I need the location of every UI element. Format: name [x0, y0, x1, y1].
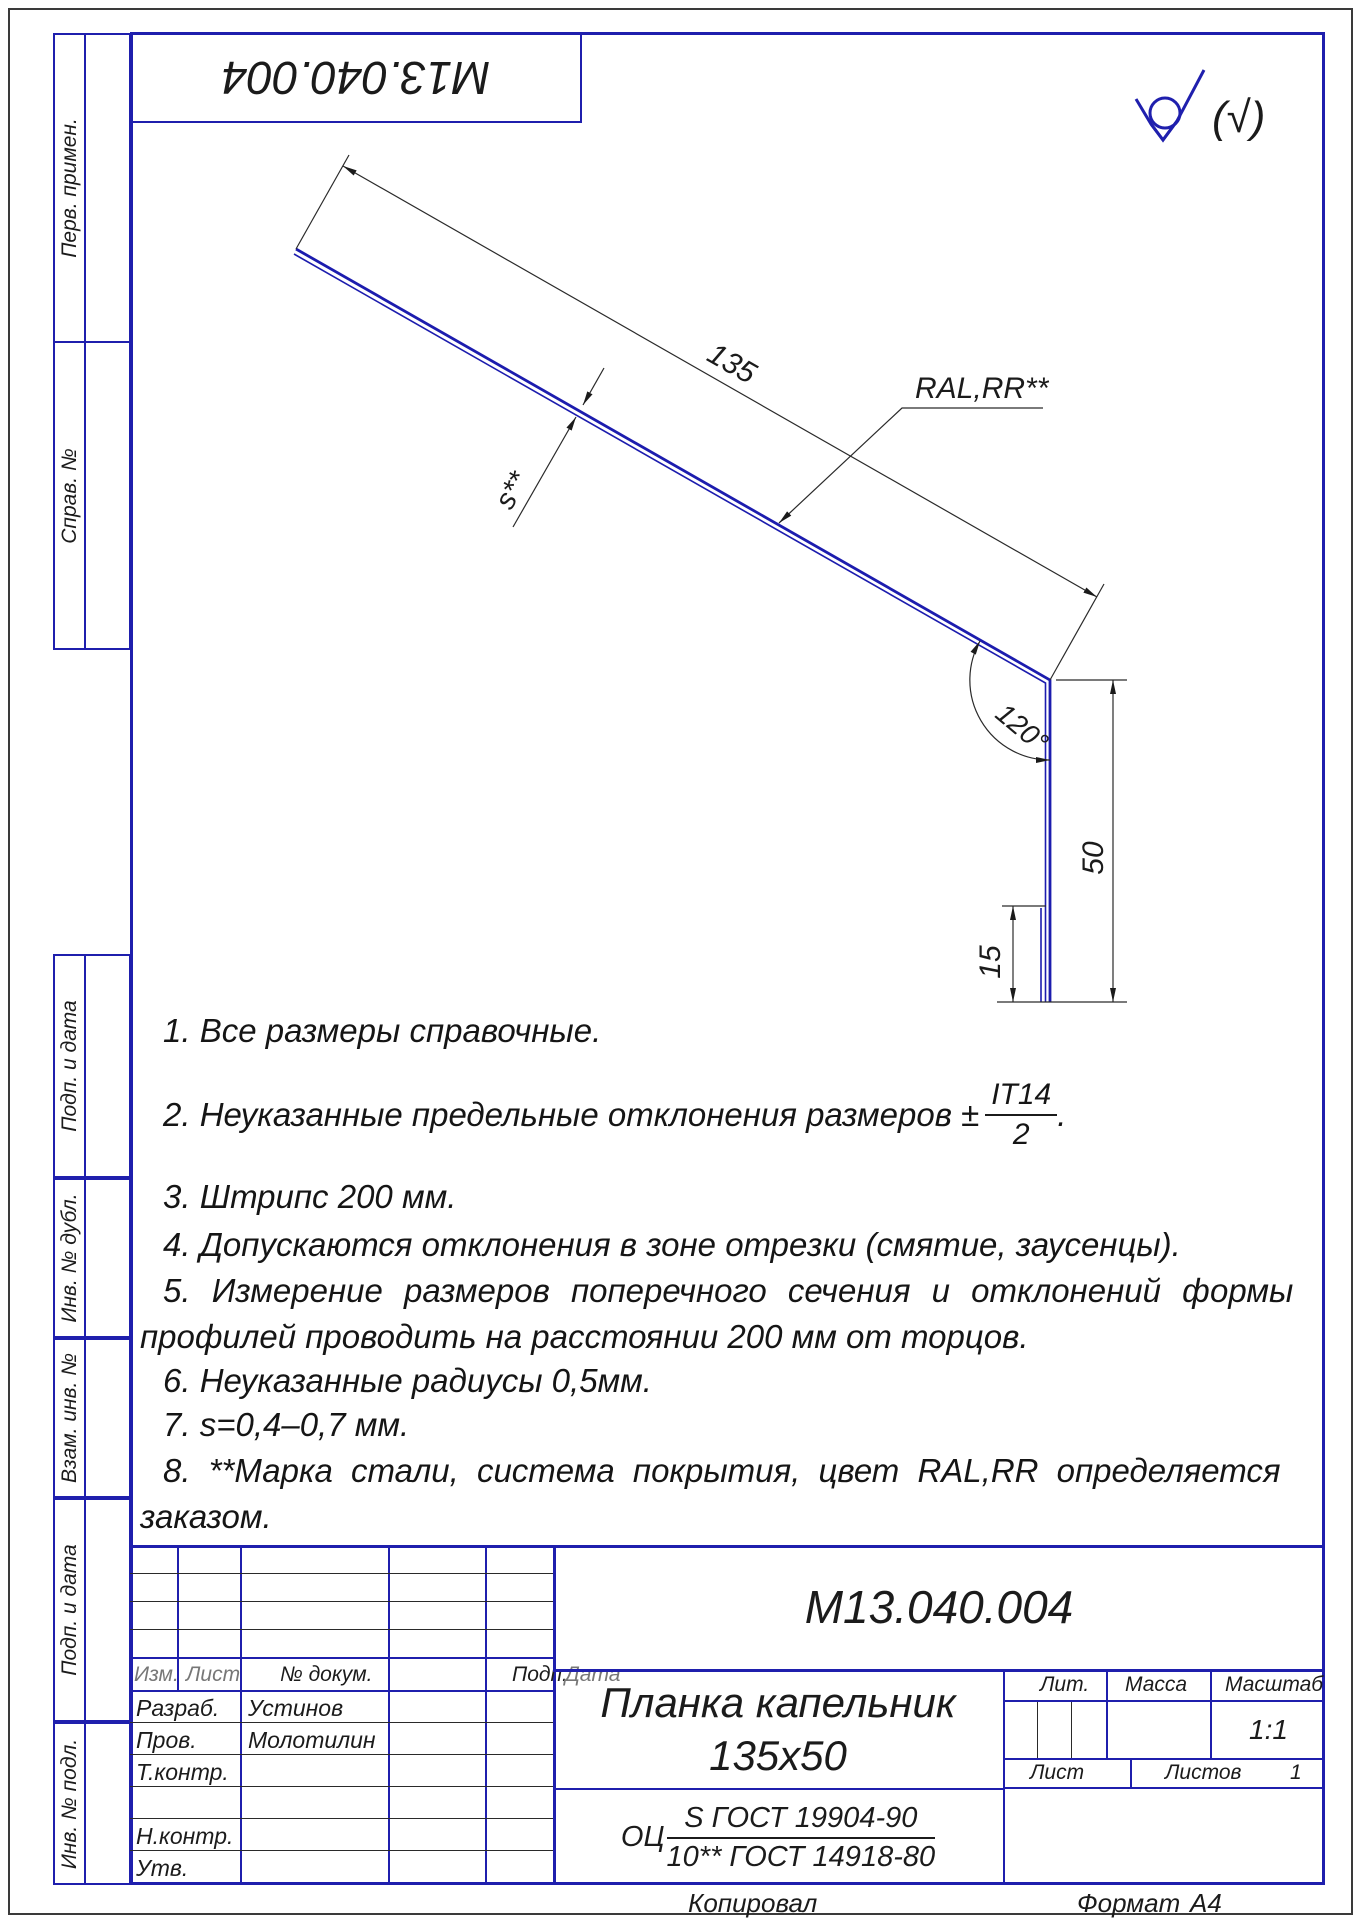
- note-4: 4. Допускаются отклонения в зоне отрезки (смятие, заусенцы).: [163, 1226, 1181, 1263]
- top-designation-text: М13.040.004: [221, 51, 491, 104]
- note-2-fraction: $\frac{IT14}{2}$: [985, 1078, 1057, 1152]
- header-list: Лист: [186, 1663, 241, 1686]
- extension-lines: [296, 155, 1127, 1002]
- sidebar-box-podp-data-2: [53, 1498, 86, 1722]
- note-8: 8. **Марка стали, система покрытия, цвет RAL,RR определяется: [163, 1452, 1281, 1489]
- grid-line: [1003, 1787, 1325, 1789]
- sidebar-box-sprav-no: [53, 341, 86, 650]
- header-izm: Изм.: [134, 1663, 179, 1686]
- grid-line: [130, 1722, 553, 1723]
- sidebar-box-inv-podl: [53, 1722, 86, 1885]
- sidebar-box-blank: [84, 1338, 131, 1498]
- grid-line: [1071, 1702, 1072, 1758]
- sidebar-box-vzam-inv: [53, 1338, 86, 1498]
- dim-value-angle: 120°: [989, 697, 1055, 759]
- material-fraction: [667, 1802, 936, 1874]
- grid-line: [130, 1657, 553, 1659]
- lit-header: Лит.: [1040, 1673, 1090, 1696]
- mass-header: Масса: [1125, 1673, 1188, 1696]
- sidebar-box-sprav-no-blank: [84, 341, 131, 650]
- title-block: [130, 1545, 1325, 1885]
- format-label: Формат: [1077, 1888, 1181, 1918]
- format-value: А4: [1190, 1888, 1222, 1918]
- part-name-cell: [553, 1669, 1003, 1790]
- sidebar-label: Перв. примен.: [57, 118, 81, 258]
- copied-label: Копировал: [688, 1888, 818, 1918]
- grid-line: [240, 1545, 242, 1885]
- note-5-cont: профилей проводить на расстоянии 200 мм от торцов.: [140, 1318, 1029, 1355]
- grid-line: [1037, 1702, 1038, 1758]
- note-2-tail: .: [1057, 1096, 1067, 1133]
- grid-line: [130, 1818, 553, 1819]
- row-name: Устинов: [248, 1695, 344, 1721]
- sidebar-box-blank: [84, 1178, 131, 1338]
- part-name-line2: 135x50: [709, 1731, 847, 1779]
- sidebar-label: Взам. инв. №: [57, 1353, 81, 1483]
- material-prefix: ОЦ: [620, 1821, 665, 1853]
- grid-line: [130, 1629, 553, 1630]
- dim-value-135: 135: [701, 337, 762, 391]
- grid-line: [130, 1754, 553, 1755]
- scale-header: Масштаб: [1225, 1673, 1324, 1696]
- scale-value-cell: 1:1: [1249, 1714, 1288, 1745]
- sheet-label: Лист: [1030, 1761, 1085, 1784]
- grid-line: [130, 1573, 553, 1574]
- sidebar-label: Справ. №: [57, 447, 81, 544]
- grid-line: [130, 1690, 553, 1692]
- sheets-label: Листов: [1165, 1761, 1242, 1784]
- note-2: [163, 1078, 1066, 1152]
- sheets-value: 1: [1290, 1761, 1302, 1784]
- top-designation-stamp: [130, 32, 582, 123]
- drip-strip-profile: [294, 249, 1050, 1002]
- sidebar-label: Подп. и дата: [57, 1000, 81, 1132]
- dim-value-50: 50: [1077, 841, 1110, 875]
- row-role: Утв.: [136, 1855, 189, 1881]
- dim-value-15: 15: [974, 945, 1007, 979]
- note-6: 6. Неуказанные радиусы 0,5мм.: [163, 1362, 652, 1399]
- sidebar-box-blank: [84, 1722, 131, 1885]
- profile-drawing: [130, 123, 1325, 1043]
- sidebar-box-blank: [84, 954, 131, 1178]
- designation-cell: М13.040.004: [553, 1545, 1325, 1672]
- sidebar-box-blank: [84, 1498, 131, 1722]
- row-name: Молотилин: [248, 1727, 376, 1753]
- grid-line: [130, 1786, 553, 1787]
- note-1: 1. Все размеры справочные.: [163, 1012, 602, 1049]
- material-gost-coating: 10** ГОСТ 14918-80: [666, 1840, 936, 1873]
- grid-line: [1106, 1669, 1108, 1758]
- sidebar-label: Инв. № подл.: [57, 1738, 81, 1869]
- row-role: Разраб.: [136, 1695, 220, 1721]
- note-8-cont: заказом.: [140, 1498, 272, 1535]
- grid-line: [388, 1545, 390, 1885]
- grid-line: [1003, 1758, 1325, 1760]
- row-role: Т.контр.: [136, 1759, 229, 1785]
- dim-value-thickness: s**: [489, 466, 536, 515]
- note-7: 7. s=0,4–0,7 мм.: [163, 1406, 410, 1443]
- coating-leader: [779, 372, 1050, 523]
- header-data: Дата: [565, 1663, 621, 1686]
- note-3: 3. Штрипс 200 мм.: [163, 1178, 457, 1215]
- grid-line: [1130, 1758, 1132, 1789]
- sidebar-box-inv-dubl: [53, 1178, 86, 1338]
- material-cell: [553, 1790, 1003, 1885]
- row-role: Н.контр.: [136, 1823, 234, 1849]
- note-2-text: 2. Неуказанные предельные отклонения размеров ±: [163, 1096, 980, 1133]
- grid-line: [485, 1545, 487, 1885]
- part-name-line1: Планка капельник: [600, 1679, 956, 1726]
- sidebar-label: Подп. и дата: [57, 1544, 81, 1676]
- header-doc: № докум.: [280, 1663, 373, 1686]
- roughness-bracket-mark: (√): [1212, 93, 1266, 142]
- sidebar-box-perv-primen: [53, 33, 86, 343]
- grid-line: [130, 1601, 553, 1602]
- coating-label: RAL,RR**: [915, 372, 1049, 405]
- material-gost-sheet: S ГОСТ 19904-90: [667, 1802, 936, 1839]
- sidebar-label: Инв. № дубл.: [57, 1193, 81, 1323]
- note-5: 5. Измерение размеров поперечного сечения и отклонений формы: [163, 1272, 1294, 1309]
- header-podp: Подп.: [512, 1663, 568, 1686]
- sidebar-box-podp-data-1: [53, 954, 86, 1178]
- row-role: Пров.: [136, 1727, 197, 1753]
- sidebar-box-perv-primen-blank: [84, 33, 131, 343]
- grid-line: [130, 1850, 553, 1851]
